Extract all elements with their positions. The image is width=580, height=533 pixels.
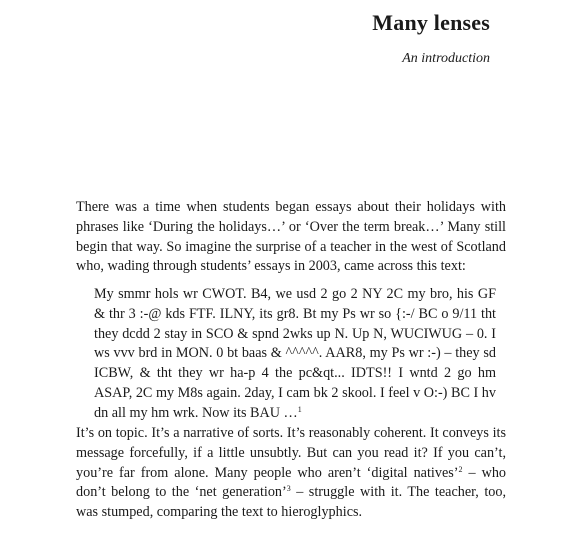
- block-quote: [94, 285, 496, 424]
- paragraph-2-part-a: It’s on topic. It’s a narrative of sorts. It’s reasonably coherent. It conveys its message forcefully, if a little unsubtly. But can you read it? If you can’t, you’re far from alone. Many people who aren’t ‘digital natives’: [76, 425, 506, 481]
- paragraph-1: There was a time when students began essays about their holidays with phrases like ‘During the holidays…’ or ‘Over the term break…’ Many still begin that way. So imagine the surprise of a teacher in the west of Scotland who, wading through students’ essays in 2003, came across this text:: [76, 199, 506, 275]
- footnote-marker-3: 3: [286, 484, 291, 494]
- footnote-marker-1: 1: [297, 404, 302, 414]
- paragraph-2-part-c: – struggle with it. The teacher, too, was stumped, comparing the text to hieroglyphics.: [76, 484, 506, 521]
- paragraph-2-part-b: – who don’t belong to the ‘net generation’: [76, 464, 507, 501]
- quote-text: My smmr hols wr CWOT. B4, we usd 2 go 2 NY 2C my bro, his GF & thr 3 :-@ kds FTF. ILNY, its gr8. Bt my Ps wr so {:-/ BC o 9/11 tht they dcdd 2 stay in SCO & spnd 2wks up N. Up N, WUCIWUG – 0. I ws vvv brd in MON. 0 bt baas & ^^^^^. AAR8, my Ps wr :-) – they sd ICBW, & tht they wr ha-p 4 the pc&qt... IDTS!! I wntd 2 go hm ASAP, 2C my M8s again. 2day, I cam bk 2 skool. I feel v O:-) BC I hv dn all my hm wrk. Now its BAU …: [94, 286, 496, 421]
- chapter-subtitle: An introduction: [402, 51, 490, 66]
- footnote-marker-2: 2: [458, 464, 463, 474]
- paragraph-2: [76, 424, 506, 523]
- chapter-title: Many lenses: [372, 10, 490, 35]
